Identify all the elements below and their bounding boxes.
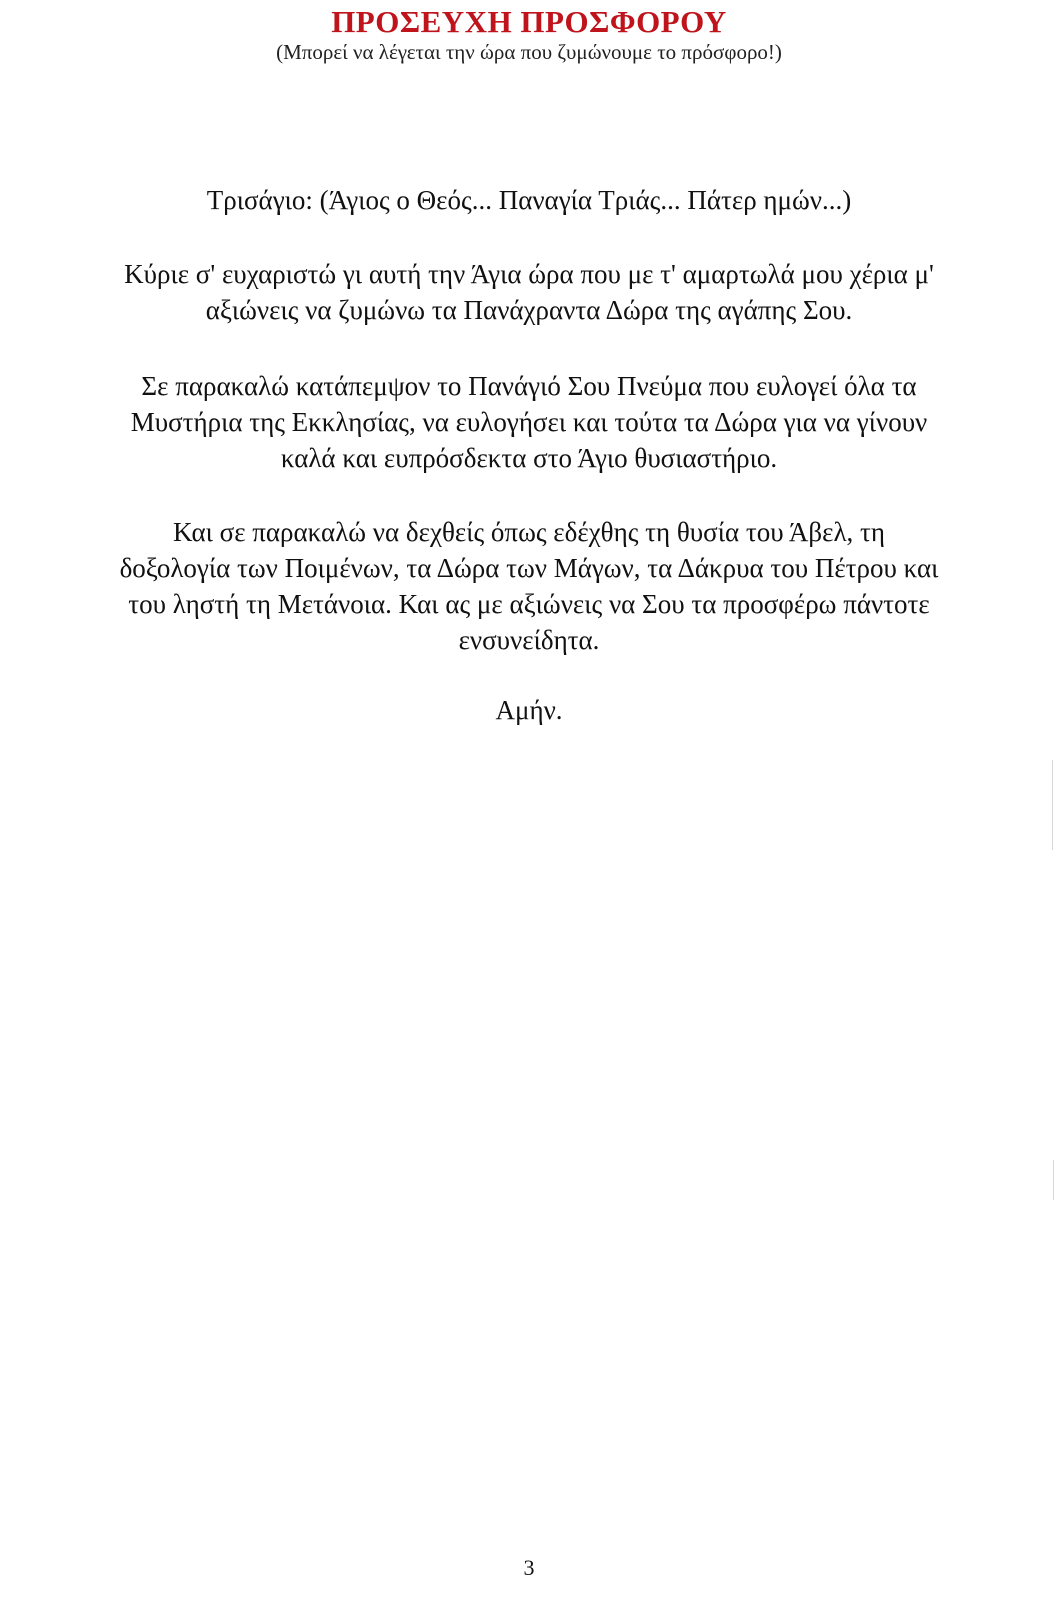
paragraph-line: ενσυνείδητα. bbox=[458, 625, 600, 655]
paragraph-line: δοξολογία των Ποιμένων, τα Δώρα των Μάγων, τα Δάκρυα του Πέτρου και bbox=[119, 553, 939, 583]
scan-edge-mark bbox=[1053, 1160, 1054, 1200]
paragraph-invocation bbox=[0, 368, 1058, 476]
page-number: 3 bbox=[523, 1555, 535, 1580]
paragraph-line: Κύριε σ' ευχαριστώ γι αυτή την Άγια ώρα που με τ' αμαρτωλά μου χέρια μ' bbox=[124, 259, 934, 289]
paragraph-line: του ληστή τη Μετάνοια. Και ας με αξιώνεις να Σου τα προσφέρω πάντοτε bbox=[128, 589, 930, 619]
paragraph-line: καλά και ευπρόσδεκτα στο Άγιο θυσιαστήριο. bbox=[280, 443, 778, 473]
paragraph-line: Και σε παρακαλώ να δεχθείς όπως εδέχθης τη θυσία του Άβελ, τη bbox=[172, 517, 886, 547]
scan-edge-mark bbox=[1052, 760, 1053, 850]
page-subtitle: (Μπορεί να λέγεται την ώρα που ζυμώνουμε το πρόσφορο!) bbox=[276, 40, 782, 64]
paragraph-offering bbox=[0, 514, 1058, 658]
paragraph-thanksgiving bbox=[0, 256, 1058, 328]
amen-line: Αμήν. bbox=[495, 695, 563, 725]
trisagion-line: Τρισάγιο: (Άγιος ο Θεός... Παναγία Τριάς... Πάτερ ημών...) bbox=[206, 185, 852, 215]
paragraph-line: Μυστήρια της Εκκλησίας, να ευλογήσει και τούτα τα Δώρα για να γίνουν bbox=[130, 407, 928, 437]
paragraph-line: Σε παρακαλώ κατάπεμψον το Πανάγιό Σου Πνεύμα που ευλογεί όλα τα bbox=[141, 371, 917, 401]
paragraph-line: αξιώνεις να ζυμώνω τα Πανάχραντα Δώρα της αγάπης Σου. bbox=[205, 295, 853, 325]
page-title: ΠΡΟΣΕΥΧΗ ΠΡΟΣΦΟΡΟΥ bbox=[331, 4, 727, 39]
